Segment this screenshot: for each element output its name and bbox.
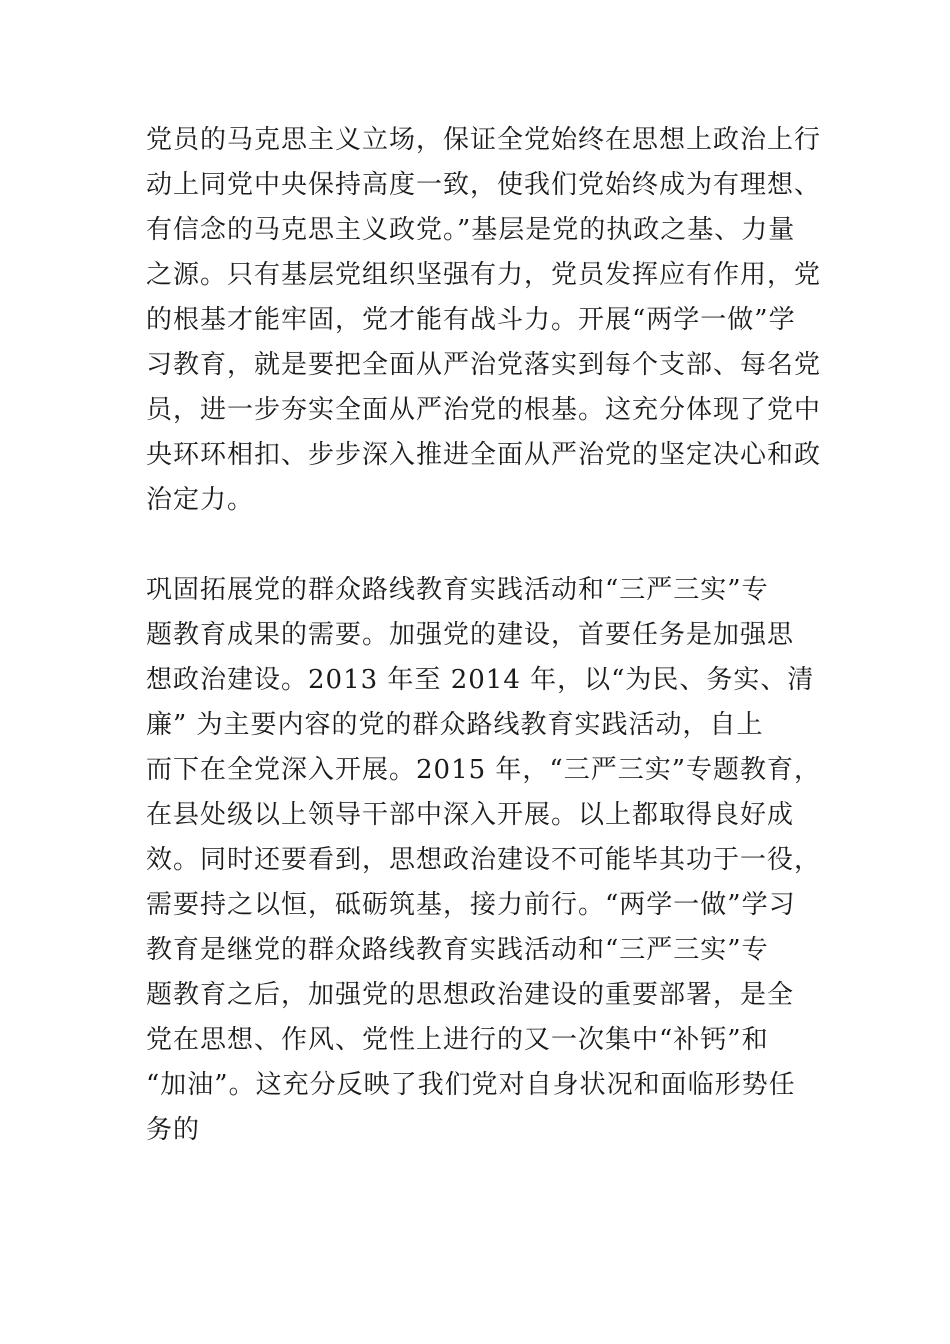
text-line: 的根基才能牢固，党才能有战斗力。开展“两学一做”学: [146, 305, 796, 335]
text-line: 需要持之以恒，砥砺筑基，接力前行。“两学一做”学习: [146, 890, 796, 920]
text-line: 党员的马克思主义立场，保证全党始终在思想上政治上行: [146, 125, 822, 155]
text-line: 巩固拓展党的群众路线教育实践活动和“三严三实”专: [146, 575, 769, 605]
text-line: 效。同时还要看到，思想政治建设不可能毕其功于一役，: [146, 845, 822, 875]
text-line: 动上同党中央保持高度一致，使我们党始终成为有理想、: [146, 170, 822, 200]
paragraph-2: [146, 568, 826, 1153]
text-line: 廉” 为主要内容的党的群众路线教育实践活动，自上: [146, 710, 764, 740]
text-line: 习教育，就是要把全面从严治党落实到每个支部、每名党: [146, 350, 822, 380]
text-line: 治定力。: [146, 485, 255, 515]
text-line: 之源。只有基层党组织坚强有力，党员发挥应有作用，党: [146, 260, 822, 290]
text-line: 题教育成果的需要。加强党的建设，首要任务是加强思: [146, 620, 795, 650]
text-line: 央环环相扣、步步深入推进全面从严治党的坚定决心和政: [146, 440, 822, 470]
text-line: 教育是继党的群众路线教育实践活动和“三严三实”专: [146, 935, 769, 965]
text-line: 务的: [146, 1115, 201, 1145]
text-line: 想政治建设。2013 年至 2014 年，以“为民、务实、清: [146, 665, 815, 695]
text-line: 党在思想、作风、党性上进行的又一次集中“补钙”和: [146, 1025, 769, 1055]
text-line: 员，进一步夯实全面从严治党的根基。这充分体现了党中: [146, 395, 822, 425]
text-line: “加油”。这充分反映了我们党对自身状况和面临形势任: [146, 1070, 796, 1100]
text-line: 有信念的马克思主义政党。”基层是党的执政之基、力量: [146, 215, 796, 245]
text-line: 题教育之后，加强党的思想政治建设的重要部署，是全: [146, 980, 795, 1010]
text-line: 在县处级以上领导干部中深入开展。以上都取得良好成: [146, 800, 795, 830]
text-line: 而下在全党深入开展。2015 年，“三严三实”专题教育，: [146, 755, 822, 785]
paragraph-1: [146, 118, 826, 523]
